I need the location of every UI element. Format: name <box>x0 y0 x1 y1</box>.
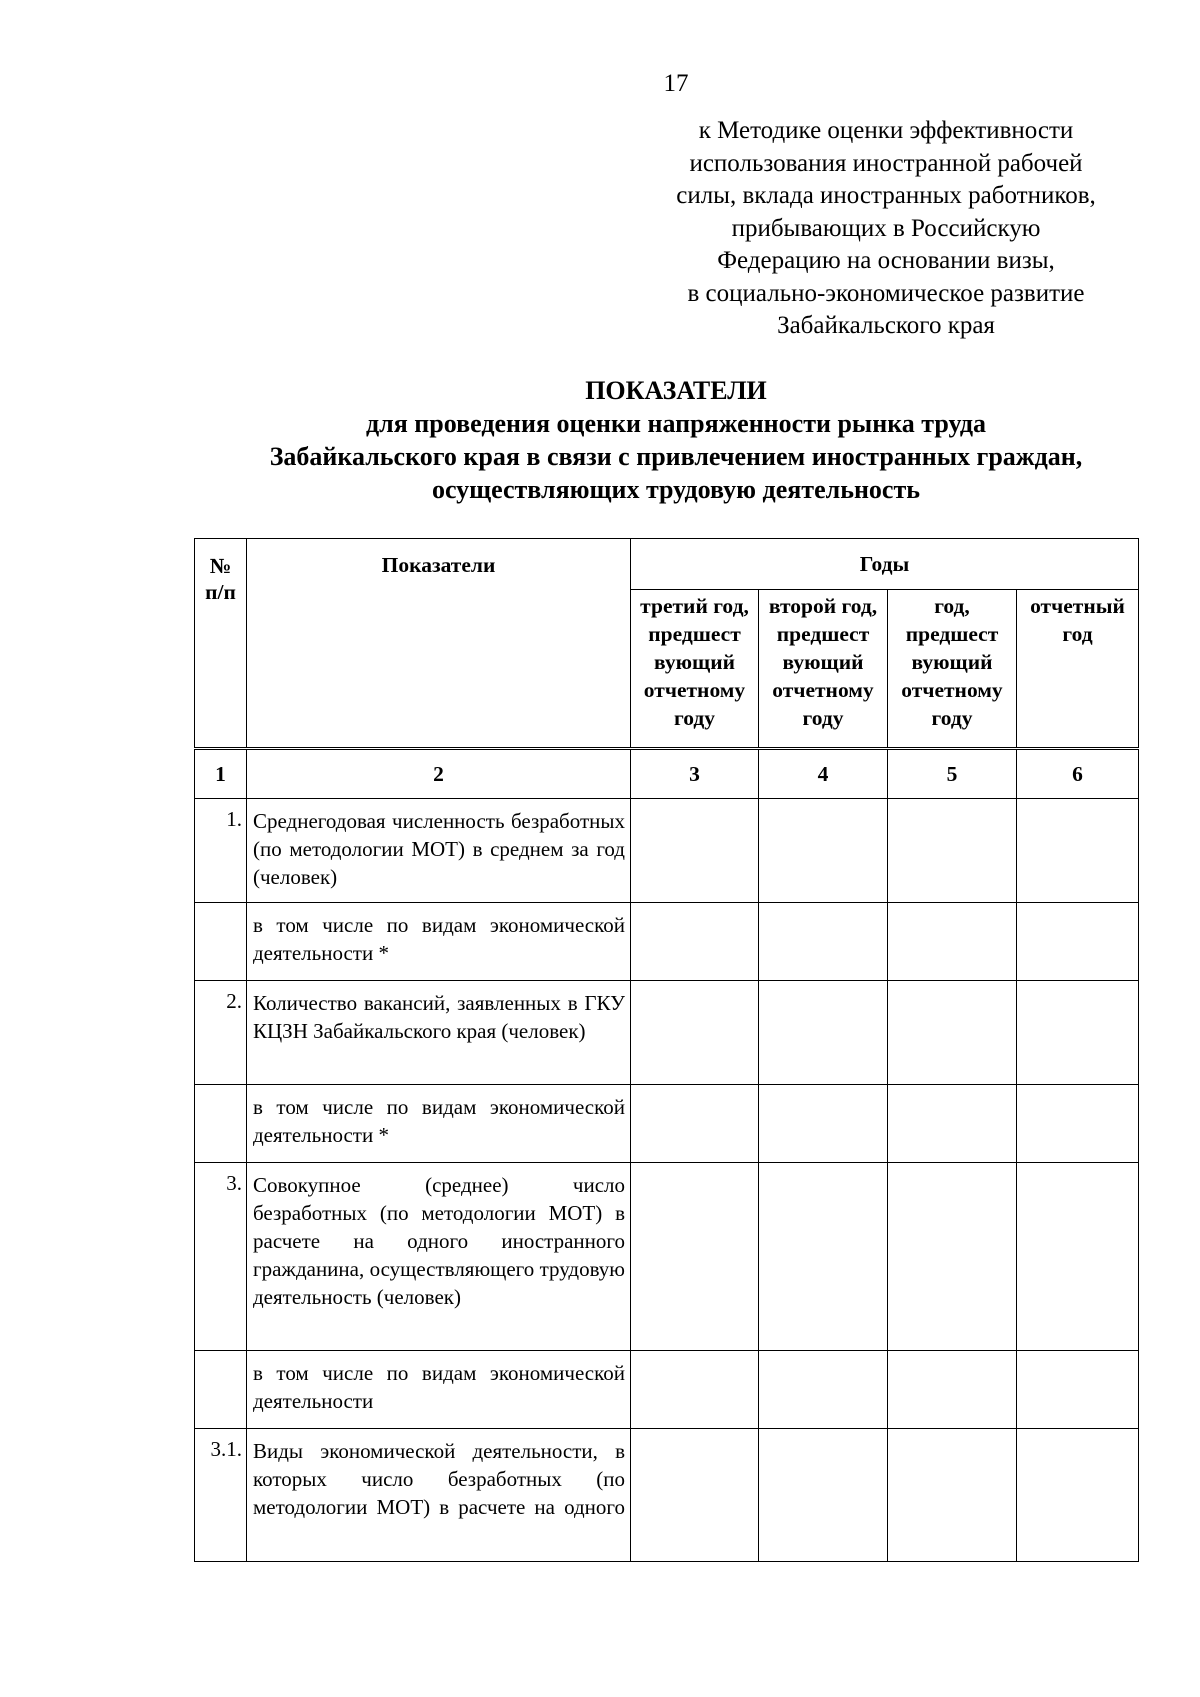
document-title <box>0 374 1200 506</box>
value-cell <box>888 903 1017 981</box>
title-line: осуществляющих трудовую деятельность <box>431 475 920 504</box>
title-line: ПОКАЗАТЕЛИ <box>585 376 767 405</box>
table-row <box>195 981 1139 1085</box>
value-cell <box>759 799 888 903</box>
row-number <box>195 1085 247 1163</box>
value-cell <box>631 1085 759 1163</box>
value-cell <box>759 1085 888 1163</box>
row-indicator: Виды экономической деятельности, в которых число безработных (по методологии МОТ) в расчете на одного <box>247 1429 631 1562</box>
row-indicator: в том числе по видам экономической деятельности * <box>247 1085 631 1163</box>
column-numbers-row <box>195 749 1139 799</box>
value-cell <box>1017 799 1139 903</box>
page-number: 17 <box>663 70 689 97</box>
value-cell <box>631 1429 759 1562</box>
value-cell <box>888 799 1017 903</box>
column-number: 1 <box>195 749 247 799</box>
header-indicators: Показатели <box>247 539 631 749</box>
row-indicator: в том числе по видам экономической деятельности * <box>247 903 631 981</box>
row-number <box>195 1351 247 1429</box>
column-number: 6 <box>1017 749 1139 799</box>
value-cell <box>888 1085 1017 1163</box>
value-cell <box>1017 1351 1139 1429</box>
table-row <box>195 799 1139 903</box>
value-cell <box>759 903 888 981</box>
table-row <box>195 1429 1139 1562</box>
row-indicator: в том числе по видам экономической деятельности <box>247 1351 631 1429</box>
header-year-3: третий год, предшест вующий отчетному году <box>631 590 759 749</box>
column-number: 3 <box>631 749 759 799</box>
row-indicator: Количество вакансий, заявленных в ГКУ КЦЗН Забайкальского края (человек) <box>247 981 631 1085</box>
table-row <box>195 1351 1139 1429</box>
column-number: 5 <box>888 749 1017 799</box>
value-cell <box>631 981 759 1085</box>
annex-line: прибывающих в Российскую <box>731 214 1041 242</box>
value-cell <box>888 1429 1017 1562</box>
value-cell <box>631 1351 759 1429</box>
annex-line: Забайкальского края <box>777 312 995 339</box>
value-cell <box>759 1163 888 1351</box>
header-number: № п/п <box>195 539 247 749</box>
column-number: 2 <box>247 749 631 799</box>
annex-line: использования иностранной рабочей <box>689 149 1083 177</box>
annex-line: в социально-экономическое развитие <box>687 279 1085 307</box>
annex-line: к Методике оценки эффективности <box>698 117 1074 144</box>
annex-line: силы, вклада иностранных работников, <box>676 182 1096 209</box>
value-cell <box>1017 981 1139 1085</box>
title-line: Забайкальского края в связи с привлечением иностранных граждан, <box>269 442 1083 471</box>
value-cell <box>1017 1429 1139 1562</box>
title-line: для проведения оценки напряженности рынка труда <box>365 409 986 438</box>
value-cell <box>631 799 759 903</box>
row-number: 1. <box>195 799 247 903</box>
table-row <box>195 903 1139 981</box>
row-number: 3. <box>195 1163 247 1351</box>
value-cell <box>888 1351 1017 1429</box>
header-row <box>195 539 1139 590</box>
value-cell <box>759 981 888 1085</box>
value-cell <box>631 1163 759 1351</box>
header-year-2: второй год, предшест вующий отчетному году <box>759 590 888 749</box>
row-number: 2. <box>195 981 247 1085</box>
value-cell <box>888 1163 1017 1351</box>
indicators-table <box>194 538 1139 1562</box>
value-cell <box>759 1429 888 1562</box>
row-number <box>195 903 247 981</box>
value-cell <box>1017 1163 1139 1351</box>
header-year-report: отчетный год <box>1017 590 1139 749</box>
annex-caption <box>620 115 1152 343</box>
row-indicator: Среднегодовая численность безработных (по методологии МОТ) в среднем за год (человек) <box>247 799 631 903</box>
row-indicator: Совокупное (среднее) число безработных (по методологии МОТ) в расчете на одного иностранного гражданина, осуществляющего трудовую деятельность (человек) <box>247 1163 631 1351</box>
table-row <box>195 1085 1139 1163</box>
table-row <box>195 1163 1139 1351</box>
header-year-1: год, предшест вующий отчетному году <box>888 590 1017 749</box>
header-years: Годы <box>631 539 1139 590</box>
row-number: 3.1. <box>195 1429 247 1562</box>
column-number: 4 <box>759 749 888 799</box>
value-cell <box>888 981 1017 1085</box>
annex-line: Федерацию на основании визы, <box>717 247 1055 274</box>
value-cell <box>631 903 759 981</box>
value-cell <box>1017 903 1139 981</box>
value-cell <box>759 1351 888 1429</box>
value-cell <box>1017 1085 1139 1163</box>
